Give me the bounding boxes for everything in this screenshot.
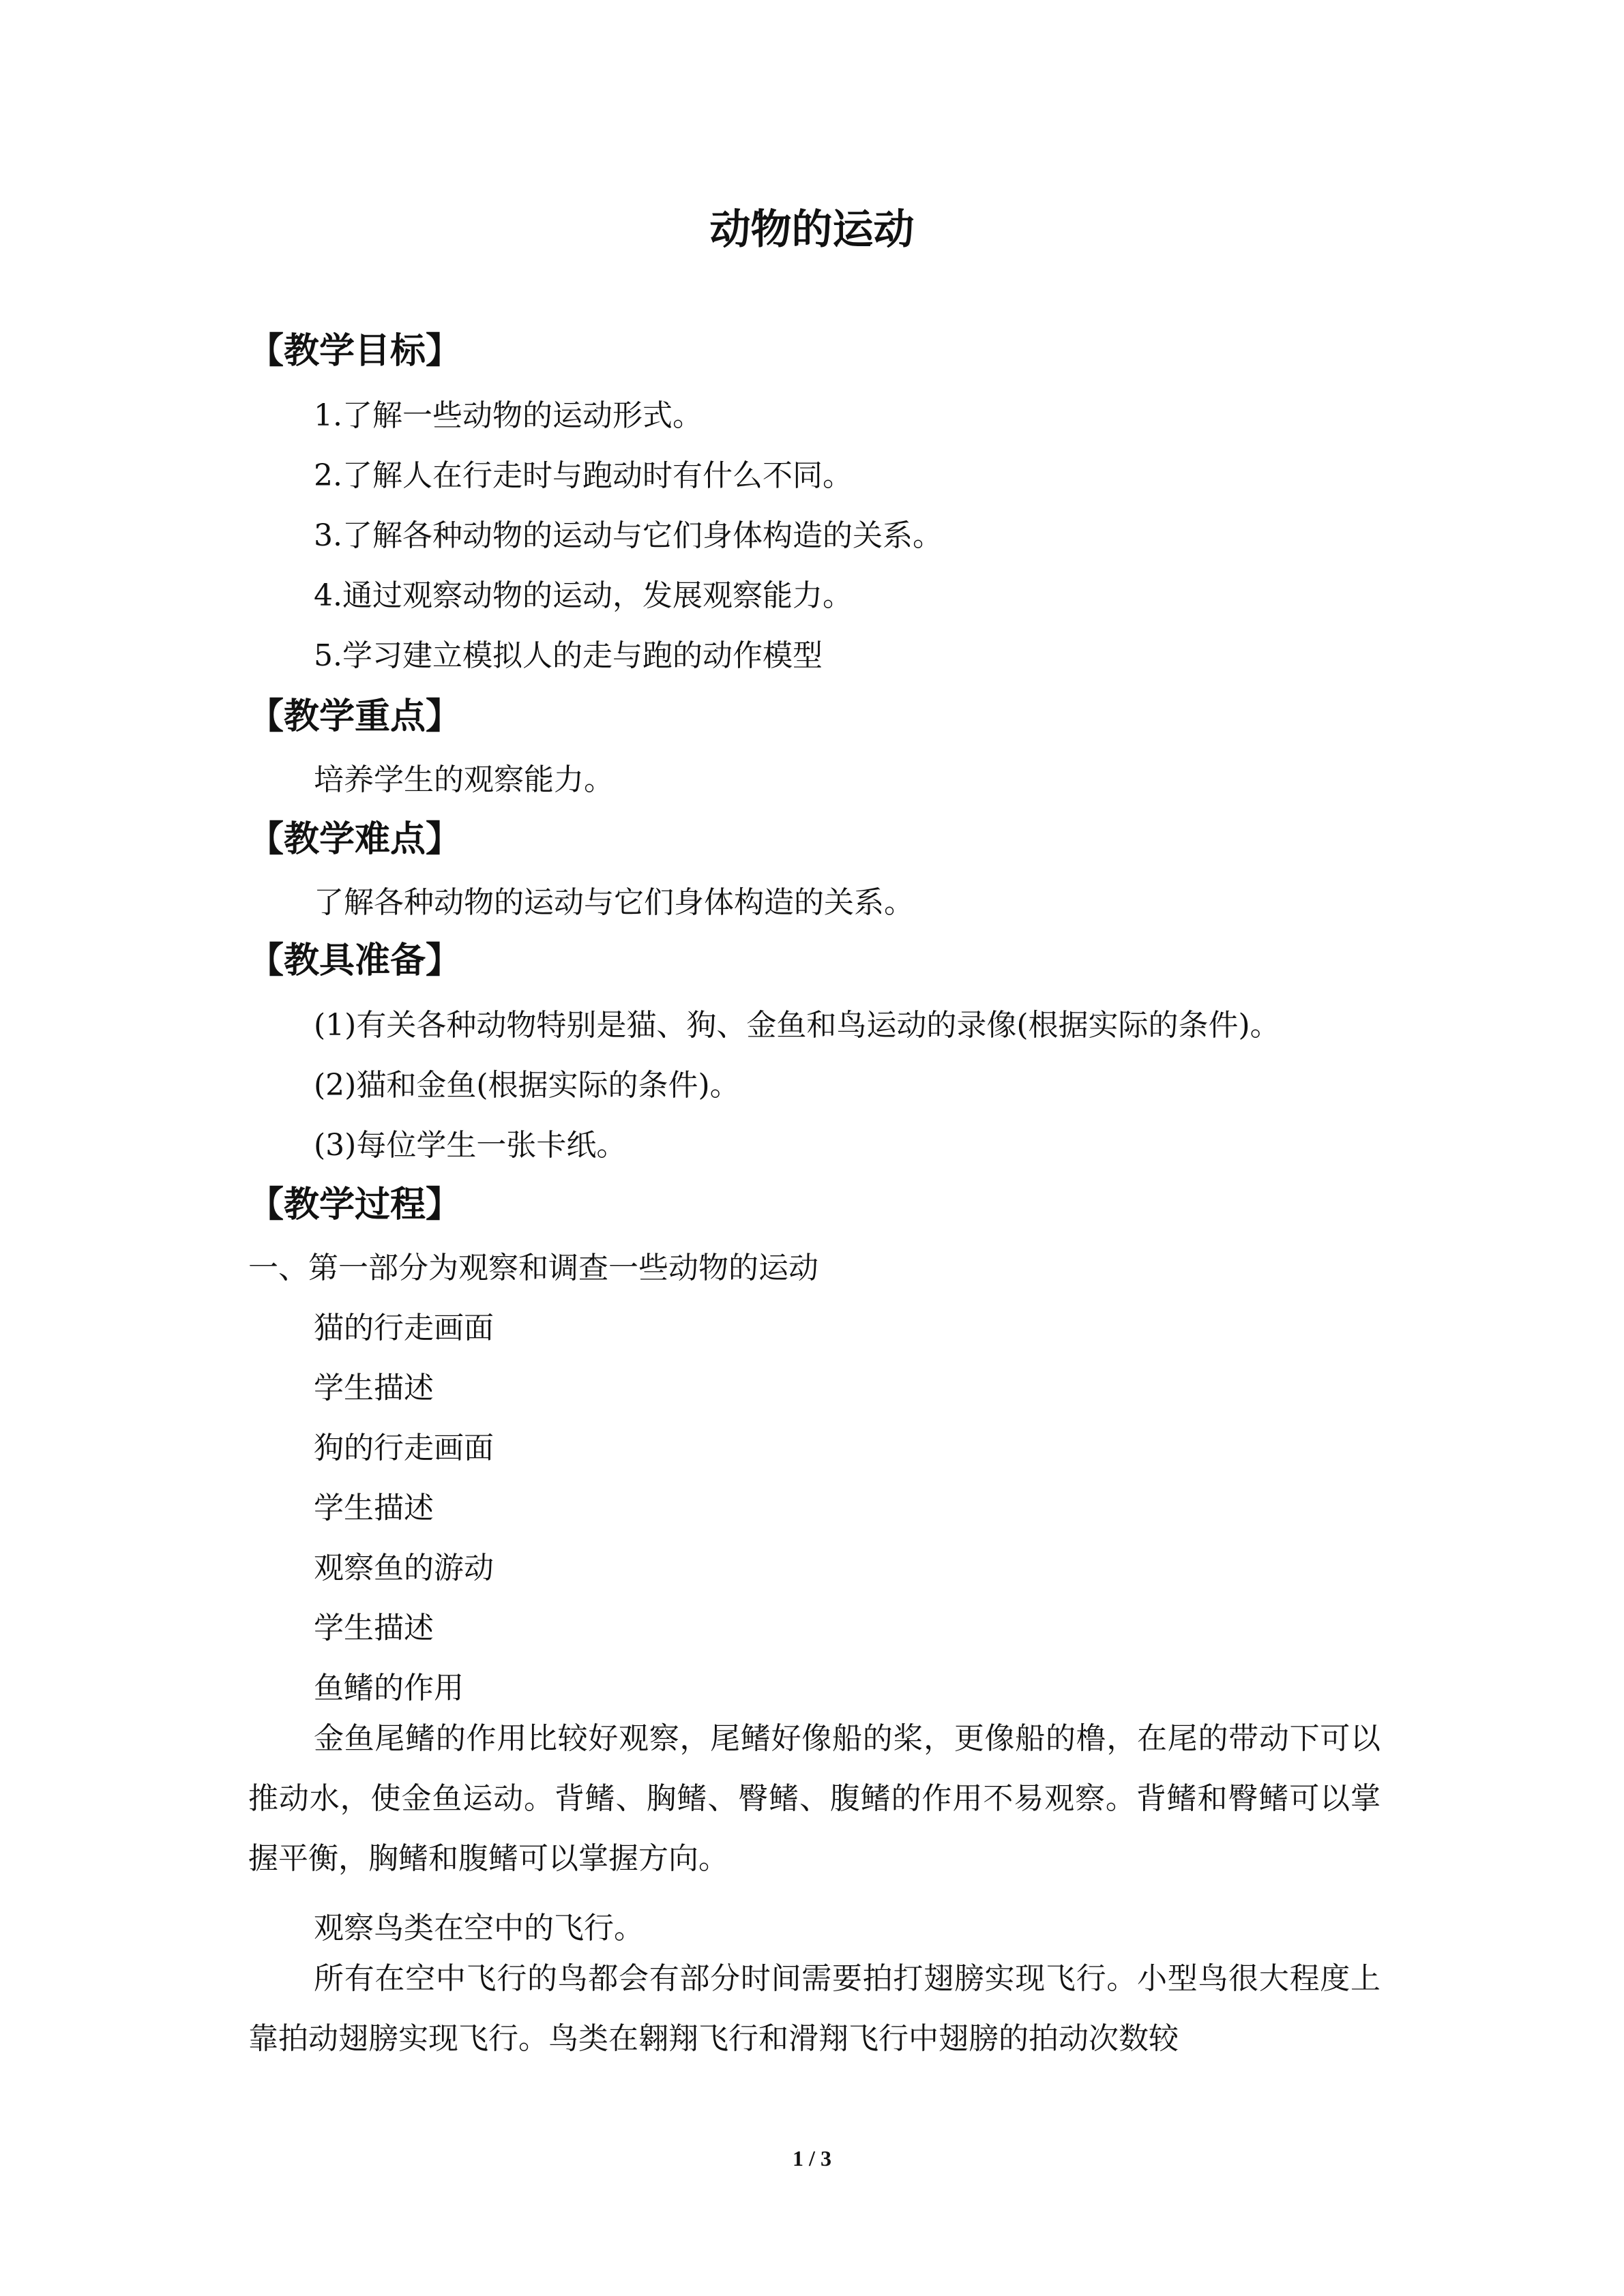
objective-item-2: 2.了解人在行走时与跑动时有什么不同。 bbox=[314, 458, 853, 493]
difficulties-text: 了解各种动物的运动与它们身体构造的关系。 bbox=[314, 885, 914, 920]
bird-heading: 观察鸟类在空中的飞行。 bbox=[314, 1911, 644, 1945]
process-step: 学生描述 bbox=[314, 1371, 434, 1405]
heading-key-points: 【教学重点】 bbox=[248, 696, 462, 737]
process-step: 学生描述 bbox=[314, 1611, 434, 1645]
page-number: 1 / 3 bbox=[793, 2146, 831, 2171]
document-title: 动物的运动 bbox=[709, 206, 915, 254]
process-step: 鱼鳍的作用 bbox=[314, 1671, 464, 1705]
fin-paragraph: 金鱼尾鳍的作用比较好观察，尾鳍好像船的桨，更像船的橹，在尾的带动下可以推动水，使金鱼运动。背鳍、胸鳍、臀鳍、腹鳍的作用不易观察。背鳍和臀鳍可以掌握平衡，胸鳍和腹鳍可以掌握方向。 bbox=[248, 1721, 1381, 1876]
process-step: 观察鱼的游动 bbox=[314, 1551, 494, 1585]
material-item-2: (2)猫和金鱼(根据实际的条件)。 bbox=[314, 1068, 740, 1103]
material-item-3: (3)每位学生一张卡纸。 bbox=[314, 1128, 627, 1163]
material-item-1: (1)有关各种动物特别是猫、狗、金鱼和鸟运动的录像(根据实际的条件)。 bbox=[314, 1008, 1280, 1043]
process-part-one: 一、第一部分为观察和调查一些动物的运动 bbox=[248, 1251, 818, 1285]
process-step: 狗的行走画面 bbox=[314, 1431, 494, 1465]
heading-process: 【教学过程】 bbox=[248, 1184, 462, 1225]
key-points-text: 培养学生的观察能力。 bbox=[314, 762, 614, 797]
objective-item-3: 3.了解各种动物的运动与它们身体构造的关系。 bbox=[314, 518, 943, 553]
objective-item-4: 4.通过观察动物的运动，发展观察能力。 bbox=[314, 578, 853, 613]
bird-paragraph: 所有在空中飞行的鸟都会有部分时间需要拍打翅膀实现飞行。小型鸟很大程度上靠拍动翅膀实现飞行。鸟类在翱翔飞行和滑翔飞行中翅膀的拍动次数较 bbox=[248, 1961, 1381, 2056]
process-step: 学生描述 bbox=[314, 1491, 434, 1525]
heading-difficulties: 【教学难点】 bbox=[248, 819, 462, 860]
process-step: 猫的行走画面 bbox=[314, 1311, 494, 1345]
heading-objectives: 【教学目标】 bbox=[248, 331, 462, 372]
objective-item-1: 1.了解一些动物的运动形式。 bbox=[314, 398, 703, 433]
objective-item-5: 5.学习建立模拟人的走与跑的动作模型 bbox=[314, 638, 823, 673]
heading-materials: 【教具准备】 bbox=[248, 940, 462, 981]
